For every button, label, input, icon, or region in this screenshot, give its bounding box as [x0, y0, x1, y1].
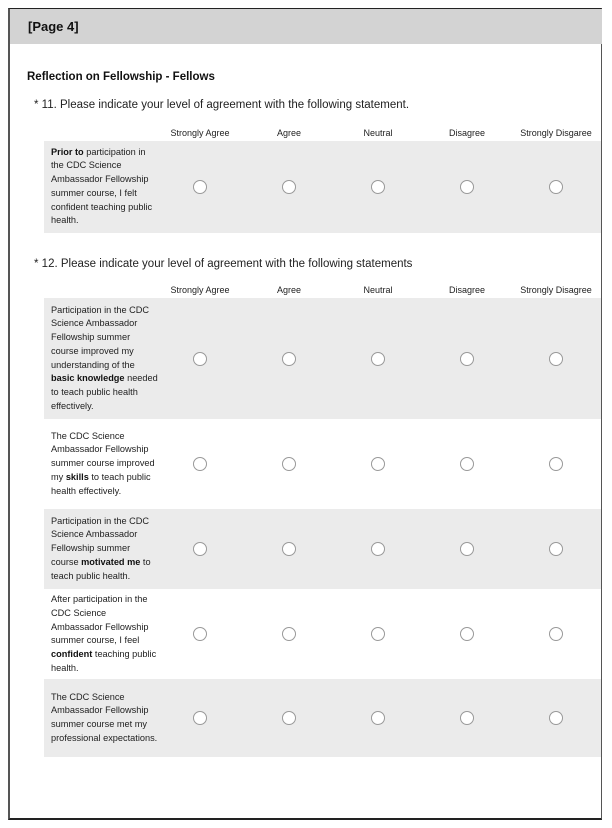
- column-header: Agree: [276, 128, 302, 138]
- radio-neutral[interactable]: [371, 542, 385, 556]
- statement-text: to teach public health effectively.: [51, 471, 151, 496]
- column-header: Neutral: [363, 128, 393, 138]
- radio-strongly-agree[interactable]: [193, 352, 207, 366]
- column-header: Strongly Agree: [170, 285, 230, 295]
- statement-emphasis: basic knowledge: [51, 373, 125, 384]
- column-header: Strongly Agree: [170, 128, 230, 138]
- page-header: [10, 9, 602, 44]
- radio-strongly-agree[interactable]: [193, 711, 207, 725]
- statement-emphasis: confident: [51, 649, 93, 660]
- statement-text: Participation in the CDC Science Ambassador Fellowship summer course improved my understanding of the: [51, 304, 150, 370]
- radio-strongly-disgaree[interactable]: [549, 180, 563, 194]
- matrix-row: [44, 509, 601, 589]
- matrix-row: [44, 589, 601, 679]
- row-statement: [51, 304, 159, 414]
- statement-text: needed to teach public health effectively.: [51, 373, 158, 412]
- matrix-row: [44, 419, 601, 509]
- radio-strongly-agree[interactable]: [193, 457, 207, 471]
- statement-text: The CDC Science Ambassador Fellowship summer course improved my: [51, 430, 155, 482]
- radio-agree[interactable]: [282, 711, 296, 725]
- radio-neutral[interactable]: [371, 711, 385, 725]
- radio-disagree[interactable]: [460, 180, 474, 194]
- matrix-row: [44, 141, 601, 233]
- statement-text: to teach public health.: [51, 556, 151, 581]
- radio-agree[interactable]: [282, 457, 296, 471]
- radio-strongly-disagree[interactable]: [549, 711, 563, 725]
- radio-agree[interactable]: [282, 627, 296, 641]
- radio-disagree[interactable]: [460, 542, 474, 556]
- row-statement: [51, 691, 159, 746]
- statement-text: Participation in the CDC Science Ambassador Fellowship summer course: [51, 515, 150, 567]
- statement-emphasis: skills: [65, 471, 89, 482]
- radio-strongly-agree[interactable]: [193, 627, 207, 641]
- column-header: Strongly Disagree: [520, 285, 592, 295]
- radio-agree[interactable]: [282, 180, 296, 194]
- row-statement: [51, 593, 159, 676]
- column-header: Disagree: [448, 285, 486, 295]
- statement-text: participation in the CDC Science Ambassador Fellowship summer course, I felt confident teaching public health.: [51, 146, 153, 226]
- radio-strongly-disagree[interactable]: [549, 627, 563, 641]
- radio-agree[interactable]: [282, 542, 296, 556]
- radio-disagree[interactable]: [460, 352, 474, 366]
- column-header: Strongly Disgaree: [520, 128, 592, 138]
- statement-emphasis: motivated me: [81, 556, 141, 567]
- radio-neutral[interactable]: [371, 180, 385, 194]
- radio-strongly-disagree[interactable]: [549, 542, 563, 556]
- radio-strongly-agree[interactable]: [193, 542, 207, 556]
- matrix-row: [44, 298, 601, 419]
- radio-neutral[interactable]: [371, 627, 385, 641]
- radio-strongly-disagree[interactable]: [549, 352, 563, 366]
- statement-text: The CDC Science Ambassador Fellowship summer course met my professional expectations.: [51, 691, 158, 743]
- matrix-row: [44, 679, 601, 757]
- statement-emphasis: Prior to: [51, 146, 84, 157]
- column-header: Agree: [276, 285, 302, 295]
- statement-text: After participation in the CDC Science Ambassador Fellowship summer course, I feel: [51, 594, 149, 646]
- radio-disagree[interactable]: [460, 711, 474, 725]
- radio-strongly-disagree[interactable]: [549, 457, 563, 471]
- row-statement: [51, 146, 159, 229]
- row-statement: [51, 430, 159, 499]
- radio-disagree[interactable]: [460, 627, 474, 641]
- radio-agree[interactable]: [282, 352, 296, 366]
- radio-neutral[interactable]: [371, 352, 385, 366]
- column-header: Neutral: [363, 285, 393, 295]
- radio-strongly-agree[interactable]: [193, 180, 207, 194]
- radio-disagree[interactable]: [460, 457, 474, 471]
- radio-neutral[interactable]: [371, 457, 385, 471]
- page-number-label: [Page 4]: [28, 19, 79, 34]
- column-header: Disagree: [448, 128, 486, 138]
- row-statement: [51, 515, 159, 584]
- question-12-label: * 12. Please indicate your level of agreement with the following statements: [34, 258, 413, 270]
- section-title: Reflection on Fellowship - Fellows: [27, 71, 215, 83]
- statement-text: teaching public health.: [51, 649, 157, 673]
- question-11-label: * 11. Please indicate your level of agreement with the following statement.: [34, 99, 410, 111]
